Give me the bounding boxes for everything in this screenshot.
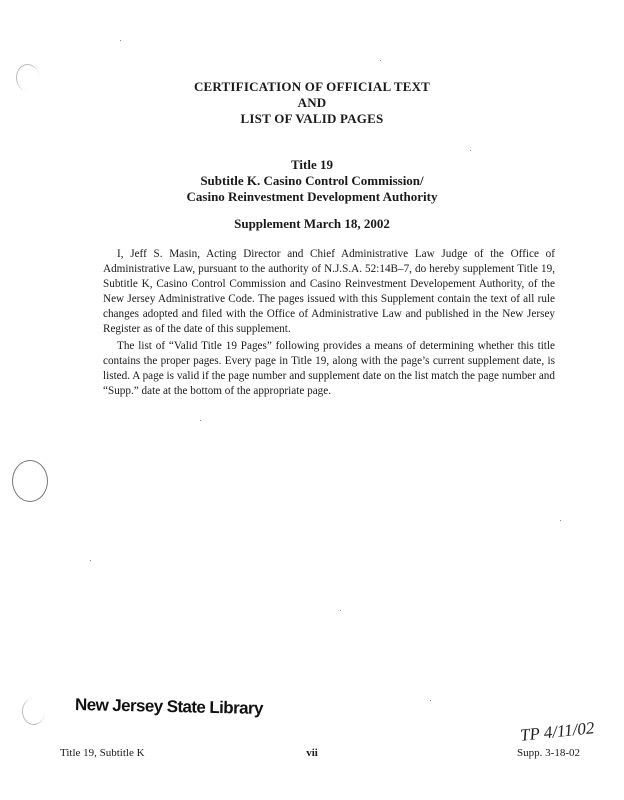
certification-paragraph: I, Jeff S. Masin, Acting Director and Chief Administrative Law Judge of the Office of Administrative Law, pursuant to the authority of N.J.S.A. 52:14B–7, do hereby supplement Title 19, Subtitle K, Casino Control Commission and Casino Reinvestment Developement Authority, of the New Jersey Administrative Code. The pages issued with this Supplement contain the text of all rule changes adopted and filed with the Office of Administrative Law and published in the New Jersey Register as of the date of this supplement. <box>103 248 555 335</box>
scan-speck <box>200 420 201 421</box>
scan-speck <box>90 560 91 561</box>
scan-speck <box>560 520 561 521</box>
scan-speck <box>120 40 121 41</box>
scan-speck <box>430 700 431 701</box>
certification-heading-line1: CERTIFICATION OF OFFICIAL TEXT <box>193 79 431 94</box>
certification-heading-line3: LIST OF VALID PAGES <box>240 111 384 126</box>
scan-speck <box>380 60 381 61</box>
handwritten-initials: TP 4/11/02 <box>519 718 596 745</box>
scan-speck <box>470 150 471 151</box>
subtitle-line1: Subtitle K. Casino Control Commission/ <box>200 173 424 188</box>
footer-page-number: vii <box>306 747 318 759</box>
scan-speck <box>340 610 341 611</box>
certification-heading-line2: AND <box>297 95 327 110</box>
footer-supplement: Supp. 3-18-02 <box>517 747 580 759</box>
supplement-date: Supplement March 18, 2002 <box>234 216 390 231</box>
library-stamp: New Jersey State Library <box>74 695 264 718</box>
valid-pages-paragraph: The list of “Valid Title 19 Pages” following provides a means of determining whether this title contains the proper pages. Every page in Title 19, along with the page’s current supplement date, is listed. A page is valid if the page number and supplement date on the list match the page number and “Supp.” date at the bottom of the appropriate page. <box>103 340 555 397</box>
title-heading: Title 19 <box>290 157 333 172</box>
subtitle-line2: Casino Reinvestment Development Authority <box>186 189 438 204</box>
hole-punch-middle <box>12 460 48 502</box>
hole-punch-bottom <box>22 698 45 725</box>
footer-title: Title 19, Subtitle K <box>60 747 145 759</box>
